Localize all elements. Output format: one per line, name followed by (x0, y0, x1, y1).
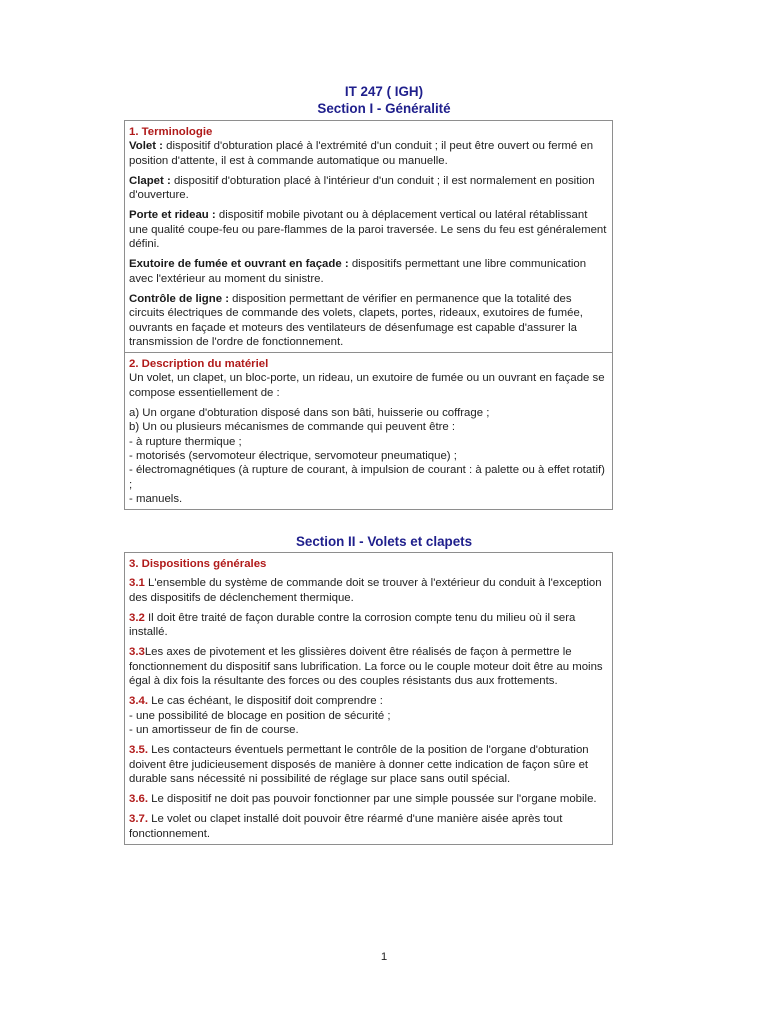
description-line: - manuels. (129, 492, 183, 505)
terminologie-cell (125, 121, 612, 352)
description-line: b) Un ou plusieurs mécanismes de commande qui peuvent être : (129, 421, 456, 434)
term-label: Exutoire de fumée et ouvrant en façade : (129, 258, 349, 271)
description-line: - électromagnétiques (à rupture de courant, à impulsion de courant : à palette ou à effet rotatif) ; (129, 464, 605, 491)
description-line: - à rupture thermique ; (129, 435, 242, 448)
dispositions-heading: 3. Dispositions générales (129, 558, 267, 570)
item-3-6 (129, 792, 608, 806)
section-1-table (124, 120, 613, 510)
section-1-title: Section I - Généralité (317, 101, 451, 116)
item-text: Le volet ou clapet installé doit pouvoir être réarmé d'une manière aisée après tout fonctionnement. (129, 813, 563, 840)
item-text: Le cas échéant, le dispositif doit comprendre : (148, 695, 383, 708)
term-porte-rideau (129, 208, 608, 251)
term-controle-ligne (129, 292, 608, 349)
item-number: 3.2 (129, 611, 145, 624)
item-3-3 (129, 645, 608, 688)
item-number: 3.5. (129, 744, 148, 757)
item-number: 3.7. (129, 813, 148, 826)
item-subline: - une possibilité de blocage en position de sécurité ; (129, 709, 391, 722)
item-text: Le dispositif ne doit pas pouvoir fonctionner par une simple poussée sur l'organe mobile. (148, 793, 597, 806)
item-number: 3.4. (129, 695, 148, 708)
document-title: IT 247 ( IGH) (344, 84, 424, 99)
dispositions-cell (125, 553, 612, 844)
term-label: Porte et rideau : (129, 209, 216, 222)
description-list (129, 406, 608, 506)
item-text: Il doit être traité de façon durable contre la corrosion compte tenu du milieu où il sera installé. (129, 611, 576, 639)
item-3-2 (129, 611, 608, 640)
term-label: Clapet : (129, 174, 171, 187)
description-intro: Un volet, un clapet, un bloc-porte, un rideau, un exutoire de fumée ou un ouvrant en façade se compose essentiellement de : (129, 372, 605, 399)
term-definition: dispositif mobile pivotant ou à déplacement vertical ou latéral rétablissant une qualité coupe-feu ou pare-flammes de la paroi traversée. Le sens du feu est généralement défini. (129, 209, 607, 251)
item-3-5 (129, 743, 608, 786)
description-line: - motorisés (servomoteur électrique, servomoteur pneumatique) ; (129, 449, 457, 462)
item-3-4 (129, 694, 608, 737)
item-3-7 (129, 812, 608, 841)
description-line: a) Un organe d'obturation disposé dans son bâti, huisserie ou coffrage ; (129, 407, 490, 420)
term-volet (129, 139, 608, 168)
item-text: Les axes de pivotement et les glissières doivent être réalisés de façon à permettre le fonctionnement du dispositif sans lubrification. La force ou le couple moteur doit être au moins égal à dix fois la résultante des forces ou des couples résistants dus aux frottements. (129, 646, 603, 688)
terminologie-heading: 1. Terminologie (129, 126, 213, 138)
description-cell (125, 352, 612, 509)
description-heading: 2. Description du matériel (129, 358, 269, 371)
item-text: Les contacteurs éventuels permettant le contrôle de la position de l'organe d'obturation doivent être judicieusement disposés de manière à donner cette indication de façon sûre et durable sans nécessité ni possibilité de réglage sur place sans outil spécial. (129, 744, 589, 785)
term-exutoire (129, 257, 608, 286)
term-definition: disposition permettant de vérifier en permanence que la totalité des circuits électriques de commande des volets, clapets, portes, rideaux, exutoires de fumée, ouvrants en façade et moteurs des ventilateurs de désenfumage est capable d'assurer la transmission de l'ordre de fonctionnement. (129, 292, 583, 348)
item-3-1 (129, 576, 608, 605)
item-number: 3.1 (129, 577, 145, 590)
term-definition: dispositifs permettant une libre communication avec l'extérieur au moment du sinistre. (129, 258, 587, 285)
term-clapet (129, 174, 608, 203)
term-definition: dispositif d'obturation placé à l'extrémité d'un conduit ; il peut être ouvert ou fermé en position d'attente, il est à commande automatique ou manuelle. (129, 140, 594, 167)
item-subline: - un amortisseur de fin de course. (129, 723, 299, 736)
item-number: 3.3 (129, 646, 145, 659)
item-text: L'ensemble du système de commande doit se trouver à l'extérieur du conduit à l'exception des dispositifs de déclenchement thermique. (129, 577, 602, 604)
term-definition: dispositif d'obturation placé à l'intérieur d'un conduit ; il est normalement en position d'ouverture. (129, 174, 595, 202)
term-label: Contrôle de ligne : (129, 292, 229, 305)
section-2-table (124, 552, 613, 845)
item-number: 3.6. (129, 793, 148, 806)
section-2-title: Section II - Volets et clapets (295, 534, 473, 549)
page-number: 1 (380, 951, 388, 963)
term-label: Volet : (129, 140, 163, 153)
